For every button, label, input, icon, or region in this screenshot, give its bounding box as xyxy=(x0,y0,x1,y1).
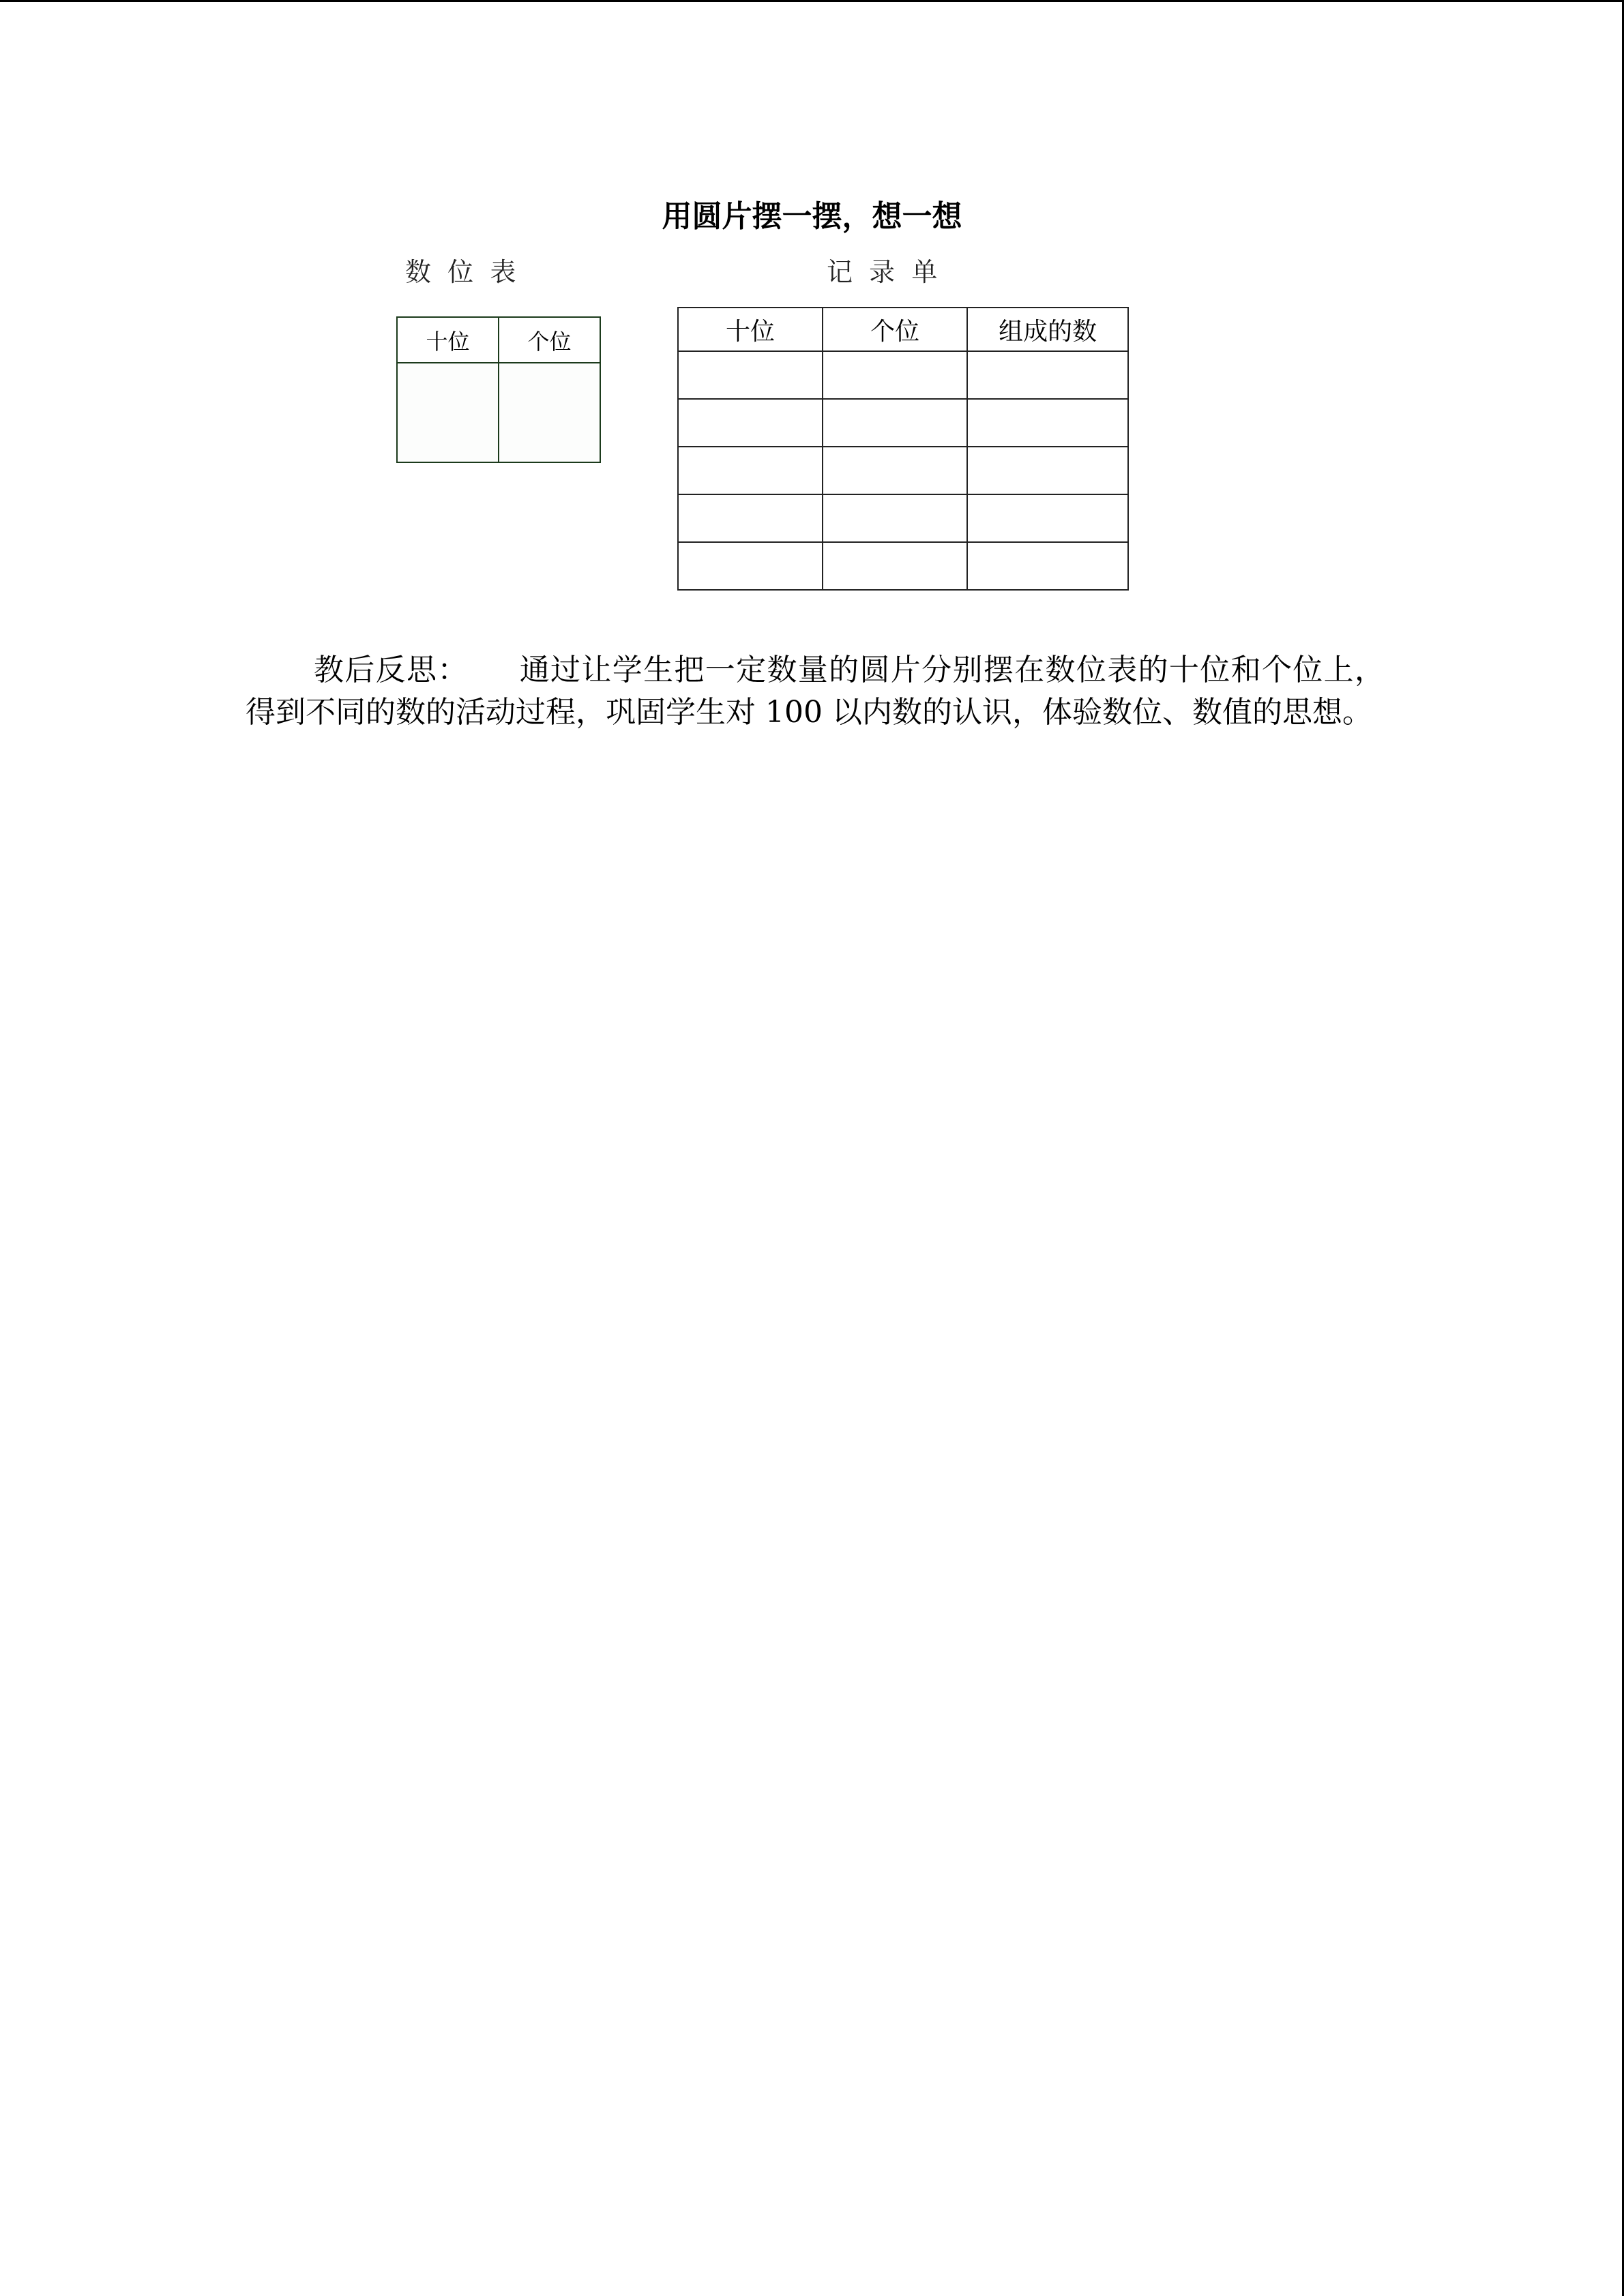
record-cell xyxy=(678,351,823,399)
place-value-chart-header-row xyxy=(397,317,600,363)
place-value-cell-ones xyxy=(499,363,600,462)
record-cell xyxy=(678,542,823,590)
record-cell xyxy=(823,542,967,590)
record-cell xyxy=(678,494,823,542)
teaching-reflection xyxy=(246,649,1385,734)
record-cell xyxy=(967,494,1128,542)
place-value-chart-caption: 数 位 表 xyxy=(405,257,516,287)
record-sheet-caption: 记 录 单 xyxy=(827,257,938,287)
place-value-cell-tens xyxy=(397,363,499,462)
place-value-chart-body-row xyxy=(397,363,600,462)
place-value-chart xyxy=(396,316,601,463)
table-row xyxy=(678,447,1128,494)
table-row xyxy=(678,542,1128,590)
table-row xyxy=(678,399,1128,447)
record-cell xyxy=(967,399,1128,447)
record-header-ones: 个位 xyxy=(823,308,967,351)
reflection-text: 通过让学生把一定数量的圆片分别摆在数位表的十位和个位上，得到不同的数的活动过程，巩固学生对 100 以内数的认识，体验数位、数值的思想。 xyxy=(246,653,1385,730)
record-cell xyxy=(678,447,823,494)
record-cell xyxy=(823,494,967,542)
record-cell xyxy=(823,351,967,399)
record-cell xyxy=(678,399,823,447)
table-row xyxy=(678,494,1128,542)
record-header-tens: 十位 xyxy=(678,308,823,351)
record-sheet xyxy=(677,307,1129,591)
record-sheet-header-row xyxy=(678,308,1128,351)
reflection-label: 教后反思： xyxy=(314,653,469,687)
place-value-header-ones: 个位 xyxy=(499,317,600,363)
page-title: 用圆片摆一摆，想一想 xyxy=(662,199,962,234)
record-header-number: 组成的数 xyxy=(967,308,1128,351)
page-border-top xyxy=(0,0,1624,2)
record-cell xyxy=(967,351,1128,399)
table-row xyxy=(678,351,1128,399)
record-cell xyxy=(823,447,967,494)
record-cell xyxy=(823,399,967,447)
record-cell xyxy=(967,542,1128,590)
place-value-header-tens: 十位 xyxy=(397,317,499,363)
record-cell xyxy=(967,447,1128,494)
